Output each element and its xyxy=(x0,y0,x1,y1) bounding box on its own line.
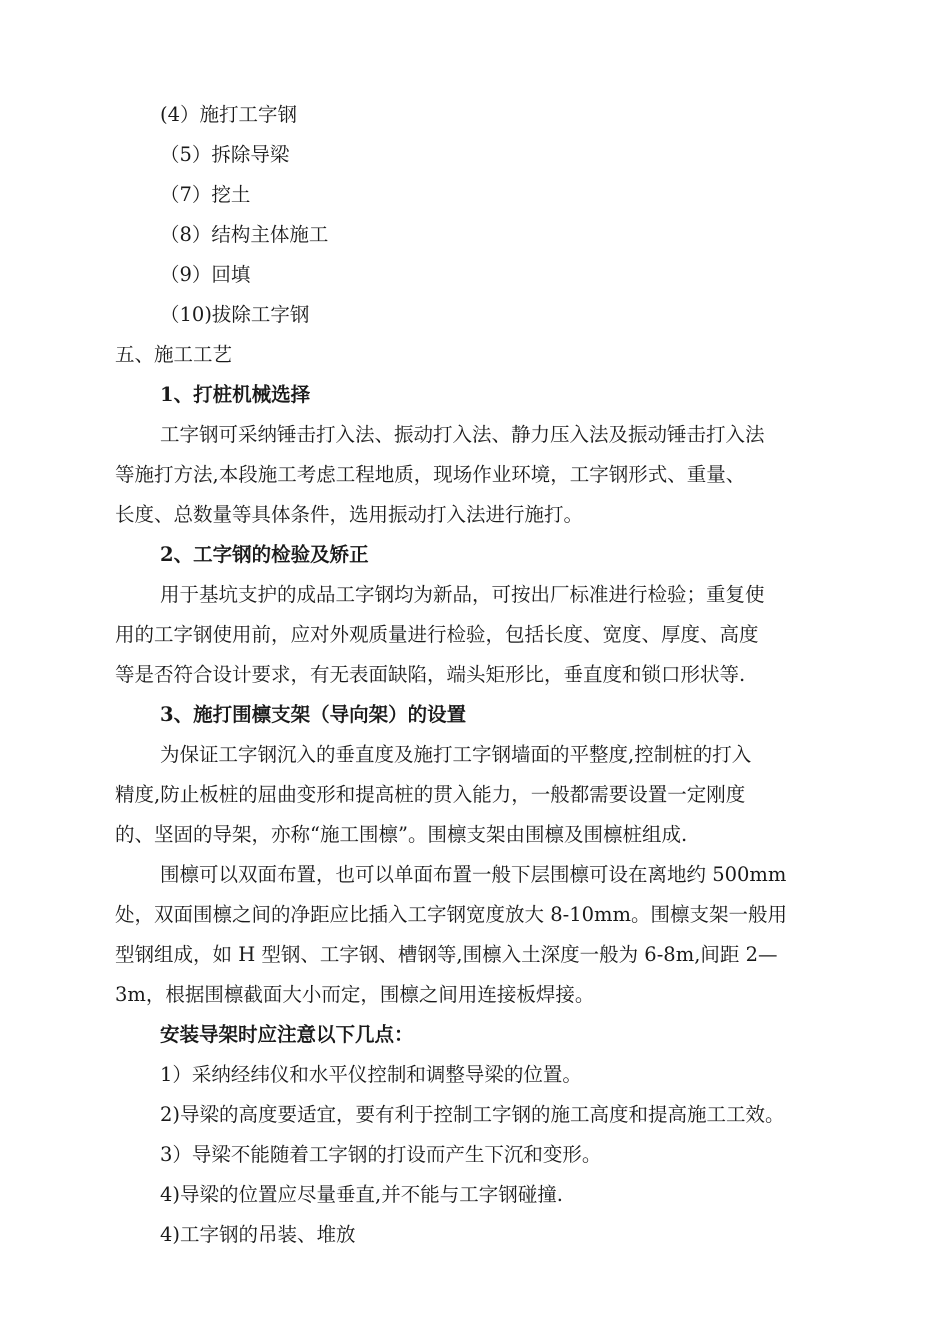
paragraph-line: 长度、总数量等具体条件，选用振动打入法进行施打。 xyxy=(115,503,584,526)
list-item: 2)导梁的高度要适宜，要有利于控制工字钢的施工高度和提高施工工效。 xyxy=(160,1103,785,1126)
subsection-heading: 2、工字钢的检验及矫正 xyxy=(160,543,369,566)
subsection-heading: 1、打桩机械选择 xyxy=(160,383,311,406)
list-item: （5）拆除导梁 xyxy=(160,143,290,166)
list-item: （10)拔除工字钢 xyxy=(160,303,310,326)
paragraph-line: 精度,防止板桩的屈曲变形和提高桩的贯入能力，一般都需要设置一定刚度 xyxy=(115,783,746,806)
paragraph-line: 用的工字钢使用前，应对外观质量进行检验，包括长度、宽度、厚度、高度 xyxy=(115,623,759,646)
paragraph-line: 用于基坑支护的成品工字钢均为新品，可按出厂标准进行检验；重复使 xyxy=(160,583,765,606)
paragraph-line: 为保证工字钢沉入的垂直度及施打工字钢墙面的平整度,控制桩的打入 xyxy=(160,743,752,766)
list-item: (4）施打工字钢 xyxy=(160,103,298,126)
section-title: 五、施工工艺 xyxy=(115,343,233,366)
paragraph-line: 工字钢可采纳锤击打入法、振动打入法、静力压入法及振动锤击打入法 xyxy=(160,423,765,446)
paragraph-line: 的、坚固的导架，亦称“施工围檩”。围檩支架由围檩及围檩桩组成. xyxy=(115,823,688,846)
list-item: 1）采纳经纬仪和水平仪控制和调整导梁的位置。 xyxy=(160,1063,582,1086)
list-item: （8）结构主体施工 xyxy=(160,223,329,246)
notes-heading: 安装导架时应注意以下几点： xyxy=(160,1023,414,1046)
paragraph-line: 围檩可以双面布置，也可以单面布置一般下层围檩可设在离地约 500mm xyxy=(160,863,787,886)
paragraph-line: 型钢组成，如 H 型钢、工字钢、槽钢等,围檩入土深度一般为 6-8m,间距 2— xyxy=(115,943,778,966)
paragraph-line: 等是否符合设计要求，有无表面缺陷，端头矩形比，垂直度和锁口形状等. xyxy=(115,663,746,686)
list-item: 3）导梁不能随着工字钢的打设而产生下沉和变形。 xyxy=(160,1143,602,1166)
paragraph-line: 等施打方法,本段施工考虑工程地质，现场作业环境，工字钢形式、重量、 xyxy=(115,463,746,486)
subsection-heading: 3、施打围檩支架（导向架）的设置 xyxy=(160,703,467,726)
list-item: （9）回填 xyxy=(160,263,251,286)
paragraph-line: 处，双面围檩之间的净距应比插入工字钢宽度放大 8-10mm。围檩支架一般用 xyxy=(115,903,787,926)
paragraph-line: 3m，根据围檩截面大小而定，围檩之间用连接板焊接。 xyxy=(115,983,595,1006)
list-item: 4)工字钢的吊装、堆放 xyxy=(160,1223,356,1246)
list-item: 4)导梁的位置应尽量垂直,并不能与工字钢碰撞. xyxy=(160,1183,563,1206)
list-item: （7）挖土 xyxy=(160,183,251,206)
